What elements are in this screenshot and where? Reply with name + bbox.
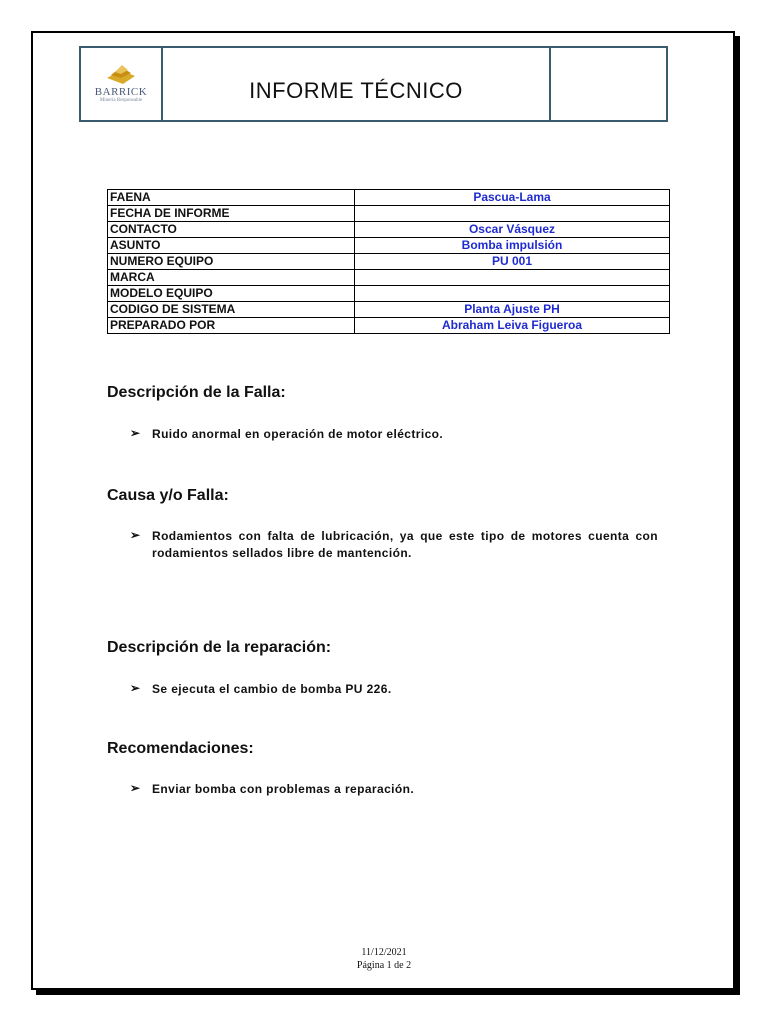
bullet-reparacion [130,681,392,698]
row-label: MODELO EQUIPO [108,286,355,302]
table-row [108,222,670,238]
table-row [108,286,670,302]
row-value: Pascua-Lama [355,190,670,206]
table-row [108,254,670,270]
footer-page-number: Página 1 de 2 [356,960,412,971]
row-label: ASUNTO [108,238,355,254]
info-table [107,189,670,334]
bullet-text: Enviar bomba con problemas a reparación. [152,782,415,796]
table-row [108,190,670,206]
row-value [355,286,670,302]
page-frame [31,31,735,990]
document-header [79,46,668,122]
row-value [355,270,670,286]
row-value: Oscar Vásquez [355,222,670,238]
section-title-causa: Causa y/o Falla: [107,487,229,504]
row-label: NUMERO EQUIPO [108,254,355,270]
barrick-emblem-icon [101,64,141,86]
row-label: PREPARADO POR [108,318,355,334]
section-title-falla: Descripción de la Falla: [107,384,286,401]
bullet-causa [130,528,658,562]
table-row [108,302,670,318]
row-label: CONTACTO [108,222,355,238]
logo-name: BARRICK [94,86,148,98]
row-value: PU 001 [355,254,670,270]
header-blank-cell [551,48,666,120]
bullet-text: Se ejecuta el cambio de bomba PU 226. [152,682,392,696]
row-value: Bomba impulsión [355,238,670,254]
bullet-arrow-icon: ➢ [130,681,141,695]
bullet-text: Ruido anormal en operación de motor eléctrico. [152,427,444,441]
bullet-text: Rodamientos con falta de lubricación, ya que este tipo de motores cuenta con rodamientos sellados libre de mantención. [152,529,658,560]
row-value [355,206,670,222]
bullet-arrow-icon: ➢ [130,426,141,440]
section-title-recomendaciones: Recomendaciones: [107,740,254,757]
logo-tagline: Minería Responsable [99,98,143,103]
footer-date: 11/12/2021 [361,947,407,958]
table-row [108,270,670,286]
row-label: FAENA [108,190,355,206]
row-value: Abraham Leiva Figueroa [355,318,670,334]
bullet-arrow-icon: ➢ [130,781,141,795]
table-row [108,238,670,254]
row-label: MARCA [108,270,355,286]
bullet-recomendaciones [130,781,414,798]
table-row [108,318,670,334]
table-row [108,206,670,222]
row-label: FECHA DE INFORME [108,206,355,222]
bullet-arrow-icon: ➢ [130,528,141,542]
company-logo [81,48,163,120]
section-title-reparacion: Descripción de la reparación: [107,639,332,656]
row-value: Planta Ajuste PH [355,302,670,318]
document-title: INFORME TÉCNICO [163,48,551,120]
row-label: CODIGO DE SISTEMA [108,302,355,318]
bullet-falla [130,426,443,443]
